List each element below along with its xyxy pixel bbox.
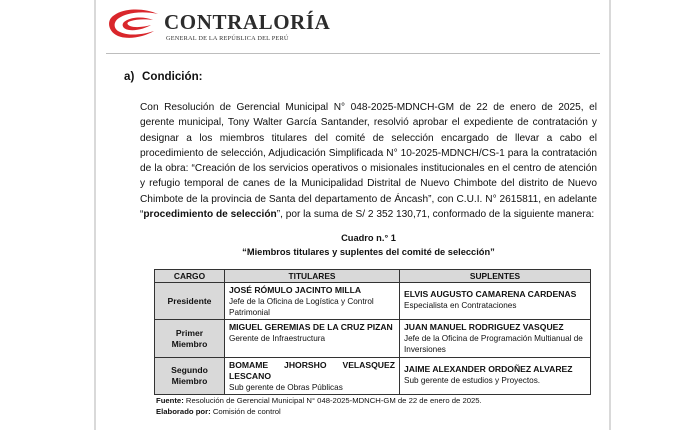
header-suplentes: SUPLENTES xyxy=(400,270,591,283)
condition-paragraph xyxy=(140,100,597,222)
contraloria-logo xyxy=(106,5,331,47)
titular-cell xyxy=(225,283,400,320)
paragraph-text-before: Con Resolución de Gerencial Municipal N° 048-2025-MDNCH-GM de 22 de enero de 2025, el gerente municipal, Tony Walter García Santander, resolvió aprobar el expediente de contratación y designar a los miembros titulares del comité de selección encargado de llevar a cabo el procedimiento de selección, Adjudicación Simplificada N° 10-2025-MDNCH/CS-1 para la contratación de la obra: “Creación de los servicios operativos o misionales institucionales en el centro de atención y refugio temporal de canes de la Municipalidad Distrital de Nuevo Chimbote del distrito de Nuevo Chimbote de la provincia de Santa del departamento de Áncash”, con C.U.I. N° 2615811, en adelante “ xyxy=(140,102,597,220)
source-label: Fuente: xyxy=(156,396,184,405)
cargo-cell: Presidente xyxy=(155,283,225,320)
titular-name: JOSÉ RÓMULO JACINTO MILLA xyxy=(229,285,362,295)
prepared-label: Elaborado por: xyxy=(156,407,211,416)
section-letter: a) xyxy=(124,70,135,83)
suplente-name: ELVIS AUGUSTO CAMARENA CARDENAS xyxy=(404,289,577,299)
suplente-role: Jefe de la Oficina de Programación Multianual de Inversiones xyxy=(404,334,583,354)
source-text: Resolución de Gerencial Municipal N° 048-2025-MDNCH-GM de 22 de enero de 2025. xyxy=(185,396,482,405)
cargo-cell: Primer Miembro xyxy=(155,320,225,358)
left-margin xyxy=(0,0,96,430)
paragraph-text-after: ”, por la suma de S/ 2 352 130,71, conformado de la siguiente manera: xyxy=(276,208,595,220)
brand-name: CONTRALORÍA xyxy=(164,10,331,34)
suplente-role: Sub gerente de estudios y Proyectos. xyxy=(404,376,541,385)
logo-emblem-icon xyxy=(106,5,162,47)
cargo-cell: Segundo Miembro xyxy=(155,358,225,395)
suplente-name: JAIME ALEXANDER ORDOÑEZ ALVAREZ xyxy=(404,364,573,374)
section-heading xyxy=(124,70,203,83)
brand-subtitle: GENERAL DE LA REPÚBLICA DEL PERÚ xyxy=(166,35,289,42)
table-caption-title: “Miembros titulares y suplentes del comité de selección” xyxy=(242,247,495,257)
table-header-row xyxy=(155,270,591,283)
header-titulares: TITULARES xyxy=(225,270,400,283)
page-edge-right xyxy=(609,0,611,430)
suplente-cell xyxy=(400,320,591,358)
suplente-role: Especialista en Contrataciones xyxy=(404,301,517,310)
page-edge-left xyxy=(94,0,96,430)
titular-role: Gerente de Infraestructura xyxy=(229,334,326,343)
titular-cell xyxy=(225,320,400,358)
header-cargo: CARGO xyxy=(155,270,225,283)
source-note xyxy=(156,396,482,405)
table-caption-number: Cuadro n.° 1 xyxy=(341,233,396,243)
paragraph-bold-term: procedimiento de selección xyxy=(143,208,277,220)
suplente-cell xyxy=(400,283,591,320)
section-title: Condición: xyxy=(142,70,203,83)
header-divider xyxy=(106,53,600,54)
titular-role: Sub gerente de Obras Públicas xyxy=(229,383,343,392)
titular-cell xyxy=(225,358,400,395)
table-row xyxy=(155,320,591,358)
titular-name: BOMAME JHORSHO VELASQUEZ LESCANO xyxy=(229,360,395,381)
prepared-text: Comisión de control xyxy=(212,407,281,416)
committee-table xyxy=(154,269,591,395)
suplente-name: JUAN MANUEL RODRIGUEZ VASQUEZ xyxy=(404,322,564,332)
table-row xyxy=(155,358,591,395)
suplente-cell xyxy=(400,358,591,395)
titular-role: Jefe de la Oficina de Logística y Control Patrimonial xyxy=(229,297,374,317)
table-row xyxy=(155,283,591,320)
titular-name: MIGUEL GEREMIAS DE LA CRUZ PIZAN xyxy=(229,322,393,332)
prepared-note xyxy=(156,407,281,416)
